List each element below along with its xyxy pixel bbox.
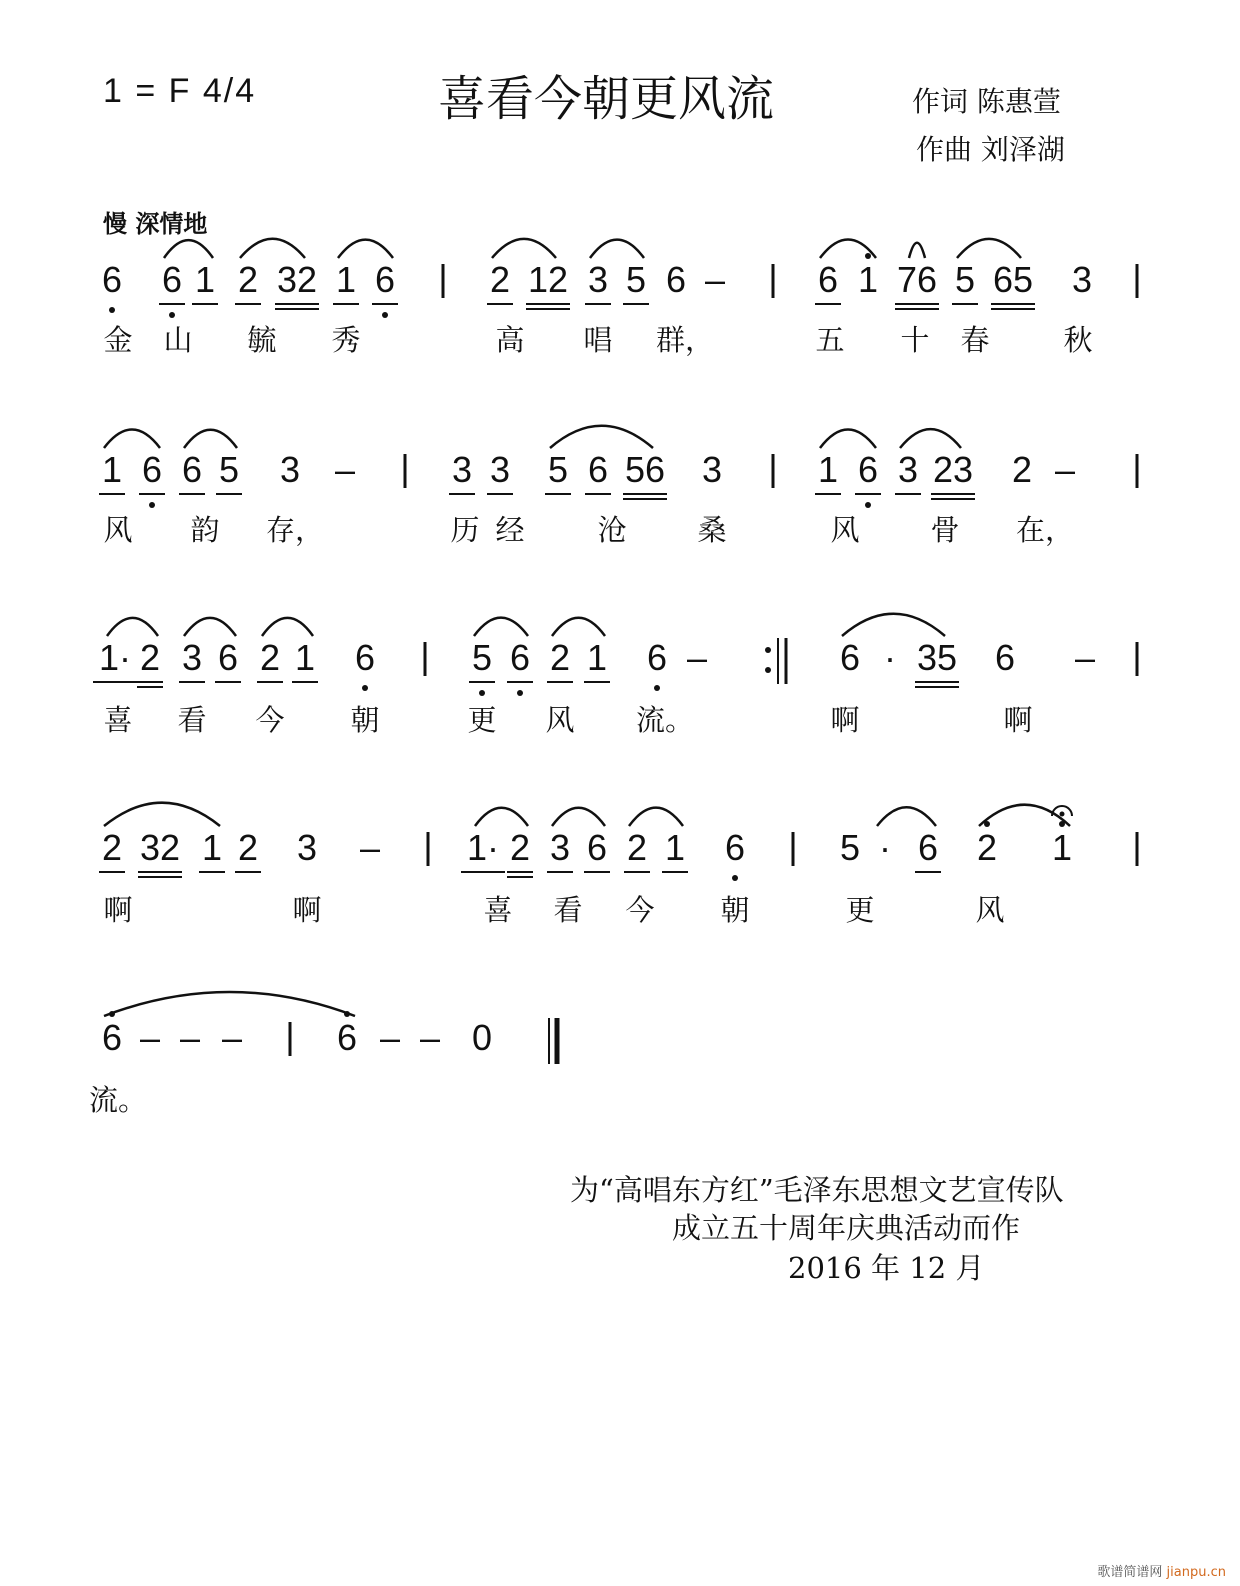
note: 6 <box>646 637 668 678</box>
note: 2 <box>101 827 123 868</box>
note: 2 <box>237 259 259 300</box>
note: 1 <box>201 827 223 868</box>
note: · <box>879 827 891 868</box>
note: 32 <box>139 827 181 868</box>
watermark-cn: 歌谱简谱网 <box>1097 1565 1163 1580</box>
slur-arc <box>104 430 160 448</box>
dash-sustain: – <box>1054 449 1076 490</box>
note: 1· <box>98 637 132 678</box>
note: 3 <box>701 449 723 490</box>
note: 3 <box>587 259 609 300</box>
note: 35 <box>916 637 958 678</box>
lyric-char: 群， <box>655 323 715 357</box>
lyric-char: 高 <box>495 323 525 357</box>
lyric-char: 风 <box>545 703 575 737</box>
slur-arc <box>240 239 305 258</box>
song-title: 喜看今朝更风流 <box>438 71 775 127</box>
slur-arc <box>957 239 1021 258</box>
lyric-char: 流。 <box>88 1083 148 1117</box>
note: 6 <box>101 259 123 300</box>
lyric-char: 十 <box>900 323 930 357</box>
note: 1· <box>466 827 500 868</box>
note: 76 <box>896 259 938 300</box>
repeat-dot <box>765 667 771 673</box>
lyric-char: 秋 <box>1063 323 1093 357</box>
note: 5 <box>954 259 976 300</box>
lyric-char: 啊 <box>292 893 322 927</box>
note: 5 <box>471 637 493 678</box>
lyric-char: 唱 <box>583 323 613 357</box>
note: 1 <box>335 259 357 300</box>
low-octave-dot <box>517 690 523 696</box>
lyric-char: 五 <box>815 323 845 357</box>
note: · <box>884 637 896 678</box>
note: 6 <box>839 637 861 678</box>
slur-arc <box>552 618 605 636</box>
slur-arc <box>104 803 220 826</box>
composer-credit: 作曲 刘泽湖 <box>916 133 1065 166</box>
note: 6 <box>354 637 376 678</box>
dedication-line-2: 成立五十周年庆典活动而作 <box>672 1211 1021 1245</box>
lyric-char: 毓 <box>247 323 277 357</box>
note: 3 <box>296 827 318 868</box>
note: 5 <box>547 449 569 490</box>
slur-arc <box>877 807 936 826</box>
note: 6 <box>374 259 396 300</box>
note: 1 <box>194 259 216 300</box>
lyric-char: 更 <box>845 893 875 927</box>
high-octave-dot <box>865 253 871 259</box>
note: 23 <box>932 449 974 490</box>
lyric-char: 看 <box>553 893 583 927</box>
note: 1 <box>101 449 123 490</box>
low-octave-dot <box>654 685 660 691</box>
lyric-char: 韵 <box>190 513 220 547</box>
note: 6 <box>181 449 203 490</box>
note: 1 <box>586 637 608 678</box>
dash-sustain: – <box>379 1017 401 1058</box>
slur-arc <box>492 239 556 258</box>
lyric-char: 啊 <box>1003 703 1033 737</box>
lyric-char: 风 <box>830 513 860 547</box>
date-line: 2016 年 12 月 <box>788 1251 985 1285</box>
low-octave-dot <box>479 690 485 696</box>
note: 6 <box>586 827 608 868</box>
slur-arc <box>552 808 605 826</box>
note: 3 <box>279 449 301 490</box>
note: 2 <box>489 259 511 300</box>
slur-arc <box>629 808 683 826</box>
slur-arc <box>909 243 925 258</box>
note: 2 <box>509 827 531 868</box>
low-octave-dot <box>382 312 388 318</box>
low-octave-dot <box>865 502 871 508</box>
key-signature: 1 = F 4/4 <box>103 72 257 110</box>
note: 6 <box>724 827 746 868</box>
dash-sustain: – <box>359 827 381 868</box>
note: 3 <box>489 449 511 490</box>
note: 6 <box>217 637 239 678</box>
tempo-marking: 慢 深情地 <box>103 210 208 238</box>
note: 2 <box>976 827 998 868</box>
note: 6 <box>587 449 609 490</box>
note: 2 <box>139 637 161 678</box>
lyric-char: 桑 <box>697 513 727 547</box>
note: 0 <box>471 1017 493 1058</box>
lyric-char: 秀 <box>331 323 361 357</box>
lyric-char: 沧 <box>597 513 627 547</box>
note: 3 <box>451 449 473 490</box>
slur-arc <box>184 430 237 448</box>
note: 6 <box>917 827 939 868</box>
note: 6 <box>665 259 687 300</box>
lyric-char: 看 <box>177 703 207 737</box>
slur-arc <box>107 618 158 636</box>
slur-arc <box>338 240 393 258</box>
lyric-char: 历 <box>450 513 480 547</box>
lyric-char: 骨 <box>930 513 960 547</box>
lyric-char: 在， <box>1015 513 1075 547</box>
slur-arc <box>900 429 961 448</box>
dash-sustain: – <box>686 637 708 678</box>
note: 3 <box>181 637 203 678</box>
note: 5 <box>625 259 647 300</box>
slur-arc <box>104 992 355 1016</box>
note: 6 <box>101 1017 123 1058</box>
lyric-char: 流。 <box>635 703 695 737</box>
note: 3 <box>897 449 919 490</box>
note: 12 <box>527 259 569 300</box>
note: 1 <box>294 637 316 678</box>
lyric-char: 风 <box>975 893 1005 927</box>
note: 2 <box>237 827 259 868</box>
note: 32 <box>276 259 318 300</box>
lyric-char: 山 <box>163 323 193 357</box>
low-octave-dot <box>149 502 155 508</box>
lyric-char: 春 <box>960 323 990 357</box>
note: 6 <box>817 259 839 300</box>
lyric-char: 经 <box>495 513 525 547</box>
lyric-char: 更 <box>467 703 497 737</box>
fermata-dot <box>1060 812 1065 817</box>
dash-sustain: – <box>419 1017 441 1058</box>
lyric-char: 朝 <box>720 893 750 927</box>
slur-arc <box>184 618 236 636</box>
lyric-char: 啊 <box>830 703 860 737</box>
watermark-en: jianpu.cn <box>1166 1565 1226 1580</box>
lyric-char: 存， <box>265 513 325 547</box>
lyric-char: 朝 <box>350 703 380 737</box>
lyric-char: 今 <box>255 703 285 737</box>
lyric-char: 金 <box>103 323 133 357</box>
slur-arc <box>820 430 876 448</box>
slur-arc <box>262 618 313 636</box>
lyric-char: 风 <box>103 513 133 547</box>
dash-sustain: – <box>1074 637 1096 678</box>
note: 5 <box>839 827 861 868</box>
note: 2 <box>626 827 648 868</box>
lyric-char: 喜 <box>103 703 133 737</box>
note: 1 <box>1051 827 1073 868</box>
note: 1 <box>857 259 879 300</box>
slur-arc <box>474 618 528 636</box>
note: 2 <box>549 637 571 678</box>
lyricist-credit: 作词 陈惠萱 <box>912 85 1061 118</box>
low-octave-dot <box>362 685 368 691</box>
low-octave-dot <box>732 875 738 881</box>
note: 65 <box>992 259 1034 300</box>
low-octave-dot <box>169 312 175 318</box>
slur-arc <box>842 614 945 636</box>
note: 6 <box>141 449 163 490</box>
note: 6 <box>994 637 1016 678</box>
dash-sustain: – <box>179 1017 201 1058</box>
note: 6 <box>336 1017 358 1058</box>
slur-arc <box>164 240 213 258</box>
slur-arc <box>590 240 644 258</box>
note: 56 <box>624 449 666 490</box>
watermark <box>1097 1561 1226 1580</box>
note: 6 <box>857 449 879 490</box>
note: 1 <box>664 827 686 868</box>
note: 3 <box>1071 259 1093 300</box>
dash-sustain: – <box>704 259 726 300</box>
lyric-char: 今 <box>625 893 655 927</box>
dash-sustain: – <box>334 449 356 490</box>
dedication-line-1: 为“高唱东方红”毛泽东思想文艺宣传队 <box>570 1173 1064 1207</box>
note: 2 <box>1011 449 1033 490</box>
note: 5 <box>218 449 240 490</box>
lyric-char: 啊 <box>103 893 133 927</box>
note: 1 <box>817 449 839 490</box>
repeat-dot <box>765 647 771 653</box>
note: 2 <box>259 637 281 678</box>
note: 6 <box>161 259 183 300</box>
low-octave-dot <box>109 307 115 313</box>
note: 3 <box>549 827 571 868</box>
dash-sustain: – <box>139 1017 161 1058</box>
dash-sustain: – <box>221 1017 243 1058</box>
lyric-char: 喜 <box>483 893 513 927</box>
slur-arc <box>475 808 528 826</box>
slur-arc <box>550 426 653 448</box>
note: 6 <box>509 637 531 678</box>
